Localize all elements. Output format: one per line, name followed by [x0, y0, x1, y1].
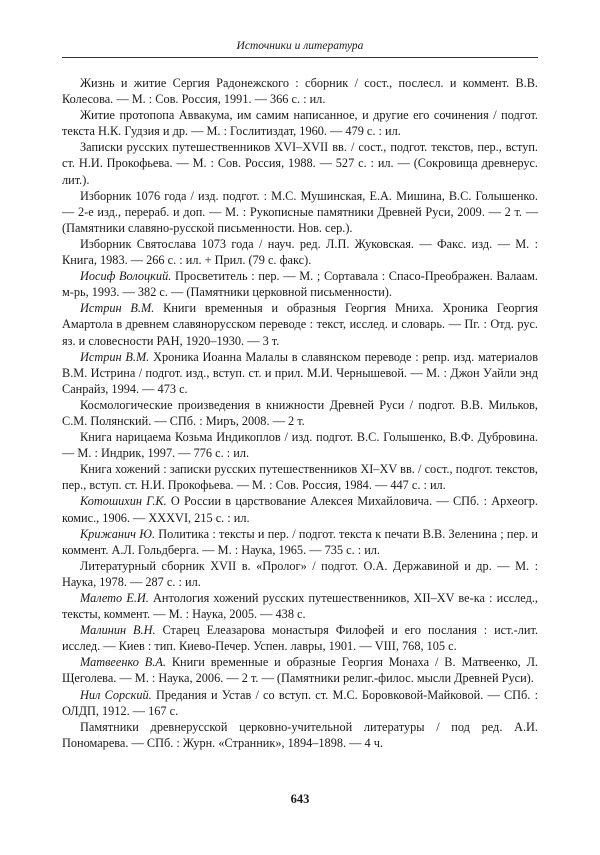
bibliography-entry	[62, 300, 538, 348]
bibliography-entry	[62, 429, 538, 461]
entry-author: Крижанич Ю.	[80, 526, 156, 541]
entry-text: Памятники древнерусской церковно-учительной литературы / под ред. А.И. Пономарева. — СПб. : Журн. «Странник», 1894–1898. — 4 ч.	[62, 719, 538, 750]
entry-author: Нил Сорский.	[80, 687, 152, 702]
bibliography-entry	[62, 622, 538, 654]
bibliography-list	[62, 75, 538, 751]
entry-author: Иосиф Волоцкий.	[80, 269, 172, 284]
bibliography-entry	[62, 397, 538, 429]
bibliography-entry	[62, 268, 538, 300]
bibliography-entry	[62, 654, 538, 686]
entry-text: Изборник 1076 года / изд. подгот. : М.С. Мушинская, Е.А. Мишина, В.С. Голышенко. — 2-е изд., перераб. и доп. — М. : Рукописные памятники Древней Руси, 2009. — 2 т. — (Памятники славяно-русской письменности. Нов. сер.).	[62, 188, 538, 235]
bibliography-entry	[62, 139, 538, 187]
entry-text: Книги временные и образные Георгия Монаха / В. Матвеенко, Л. Щеголева. — М. : Наука, 2006. — 2 т. — (Памятники религ.-филос. мысли Древней Руси).	[62, 655, 538, 686]
bibliography-entry	[62, 558, 538, 590]
bibliography-entry	[62, 461, 538, 493]
entry-text: Записки русских путешественников XVI–XVII вв. / сост., подгот. текстов, пер., вступ. ст. Н.И. Прокофьева. — М. : Сов. Россия, 1988. — 527 с. : ил. — (Сокровища древнерус. лит.).	[62, 140, 538, 187]
bibliography-entry	[62, 526, 538, 558]
entry-text: Книга хожений : записки русских путешественников XI–XV вв. / сост., подгот. текстов, пер., вступ. ст. Н.И. Прокофьева. — М. : Сов. Россия, 1984. — 447 с. : ил.	[62, 462, 538, 493]
entry-text: Литературный сборник XVII в. «Пролог» / подгот. О.А. Державиной и др. — М. : Наука, 1978. — 287 с. : ил.	[62, 558, 538, 589]
entry-author: Истрин В.М.	[80, 301, 155, 316]
bibliography-entry	[62, 590, 538, 622]
entry-author: Малинин В.Н.	[80, 623, 156, 638]
entry-author: Малето Е.И.	[80, 591, 149, 605]
bibliography-entry	[62, 687, 538, 719]
bibliography-entry	[62, 188, 538, 236]
entry-text: Политика : тексты и пер. / подгот. текста к печати В.В. Зеленина ; пер. и коммент. А.Л. Гольдберга. — М. : Наука, 1965. — 735 с. : ил.	[62, 526, 538, 557]
running-head: Источники и литература	[236, 40, 364, 52]
entry-text: Старец Елеазарова монастыря Филофей и его послания : ист.-лит. исслед. — Киев : тип. Киево-Печер. Успен. лавры, 1901. — VIII, 768, 105 с.	[62, 623, 538, 654]
bibliography-entry	[62, 719, 538, 751]
header-rule	[62, 57, 538, 58]
entry-author: Котошихин Г.К.	[80, 494, 167, 509]
bibliography-entry	[62, 236, 538, 268]
entry-author: Матвеенко В.А.	[80, 655, 166, 670]
entry-text: Антология хожений русских путешественников, XII–XV ве-ка : исслед., тексты, коммент. — М. : Наука, 2005. — 438 с.	[62, 591, 538, 622]
entry-text: Житие протопопа Аввакума, им самим написанное, и другие его сочинения / подгот. текста Н.К. Гудзия и др. — М. : Гослитиздат, 1960. — 479 с. : ил.	[62, 108, 538, 139]
page-number: 643	[290, 792, 310, 806]
entry-text: Книга нарицаема Козьма Индикоплов / изд. подгот. В.С. Голышенко, В.Ф. Дубровина. — М. : Индрик, 1997. — 776 с. : ил.	[62, 430, 538, 461]
entry-author: Истрин В.М.	[80, 349, 150, 364]
entry-text: Жизнь и житие Сергия Радонежского : сборник / сост., послесл. и коммент. В.В. Колесова. — М. : Сов. Россия, 1991. — 366 с. : ил.	[62, 76, 538, 107]
entry-text: Предания и Устав / со вступ. ст. М.С. Боровковой-Майковой. — СПб. : ОЛДП, 1912. — 167 с.	[62, 687, 538, 718]
bibliography-entry	[62, 493, 538, 525]
entry-text: О России в царствование Алексея Михайловича. — СПб. : Археогр. комис., 1906. — XXXVI, 215 с. : ил.	[62, 494, 538, 525]
entry-text: Изборник Святослава 1073 года / науч. ред. Л.П. Жуковская. — Факс. изд. — М. : Книга, 1983. — 266 с. : ил. + Прил. (79 с. факс).	[62, 236, 538, 268]
bibliography-entry	[62, 107, 538, 139]
bibliography-entry	[62, 349, 538, 397]
entry-text: Космологические произведения в книжности Древней Руси / подгот. В.В. Мильков, С.М. Полянский. — СПб. : Миръ, 2008. — 2 т.	[62, 397, 538, 428]
bibliography-entry	[62, 75, 538, 107]
entry-text: Хроника Иоанна Малалы в славянском переводе : репр. изд. материалов В.М. Истрина / подгот. изд., вступ. ст. и прил. М.И. Чернышевой. — М. : Джон Уайли энд Санрайз, 1994. — 473 с.	[62, 349, 539, 396]
entry-text: Книги временныя и образныя Георгия Мниха. Хроника Георгия Амартола в древнем славянорусском переводе : текст, исслед. и словарь. — Пг. : Отд. рус. яз. и словесности РАН, 1920–1930. — 3 т.	[62, 301, 539, 348]
entry-text: Просветитель : пер. — М. ; Сортавала : Спасо-Преображен. Валаам. м-рь, 1993. — 382 с. — (Памятники церковной письменности).	[62, 269, 538, 300]
